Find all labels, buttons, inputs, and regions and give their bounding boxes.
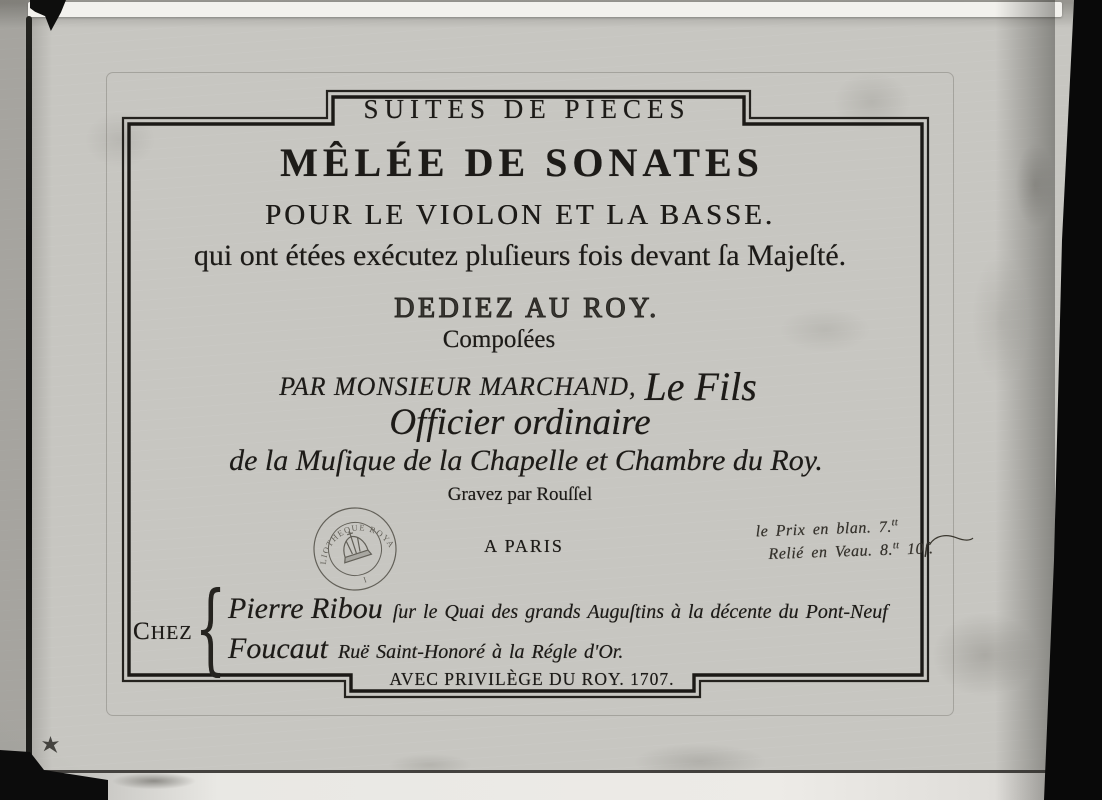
privilege-line: AVEC PRIVILÈGE DU ROY. 1707. bbox=[389, 669, 675, 689]
engraver-credit: Gravez par Rouſſel bbox=[447, 484, 593, 505]
author-title-1: Officier ordinaire bbox=[389, 402, 651, 443]
price-line-1-text: le Prix en blan. 7. bbox=[755, 518, 893, 541]
header-tab-title: SUITES DE PIECES bbox=[363, 94, 691, 124]
under-page-strip bbox=[24, 773, 1102, 800]
seller-1-address: ſur le Quai des grands Auguſtins à la décente du Pont-Neuf bbox=[392, 601, 888, 623]
price-line-1-sup: tt bbox=[891, 517, 899, 529]
library-stamp bbox=[303, 497, 407, 601]
price-line-2-text: Relié en Veau. 8. bbox=[768, 541, 894, 564]
chez-label: CHEZ bbox=[133, 618, 193, 645]
subtitle: POUR LE VIOLON ET LA BASSE. bbox=[264, 199, 776, 231]
stamp-ring-text: BIBLIOTHEQUE ROYALE bbox=[317, 522, 398, 565]
author-name-script: Le Fils bbox=[644, 364, 757, 409]
price-line-2-end: 10ſ. bbox=[899, 540, 934, 559]
author-title-2: de la Muſique de la Chapelle et Chambre du Roy. bbox=[229, 444, 823, 477]
seller-line-2 bbox=[228, 632, 623, 666]
seller-1-name: Pierre Ribou bbox=[228, 592, 383, 625]
photo-top-white-strip bbox=[28, 2, 1062, 17]
composees-label: Compoſées bbox=[442, 326, 556, 353]
price-note bbox=[755, 512, 934, 565]
page-right-shadow bbox=[995, 0, 1055, 800]
author-name-caps: PAR MONSIEUR MARCHAND, bbox=[279, 372, 637, 401]
seller-line-1 bbox=[228, 592, 888, 626]
city-label: A PARIS bbox=[484, 536, 564, 556]
main-title: MÊLÉE DE SONATES bbox=[280, 140, 764, 185]
seller-2-name: Foucaut bbox=[228, 632, 328, 665]
stamp-bottom-mark: I bbox=[362, 575, 368, 585]
price-line-2-sup: tt bbox=[892, 540, 900, 552]
book-gutter-line bbox=[26, 16, 32, 772]
sellers-brace: { bbox=[195, 572, 227, 686]
seller-2-address: Ruë Saint-Honoré à la Régle d'Or. bbox=[337, 641, 624, 663]
dedication: DEDIEZ AU ROY. bbox=[394, 293, 660, 324]
performance-note: qui ont étées exécutez pluſieurs fois devant ſa Majeſté. bbox=[193, 239, 847, 272]
